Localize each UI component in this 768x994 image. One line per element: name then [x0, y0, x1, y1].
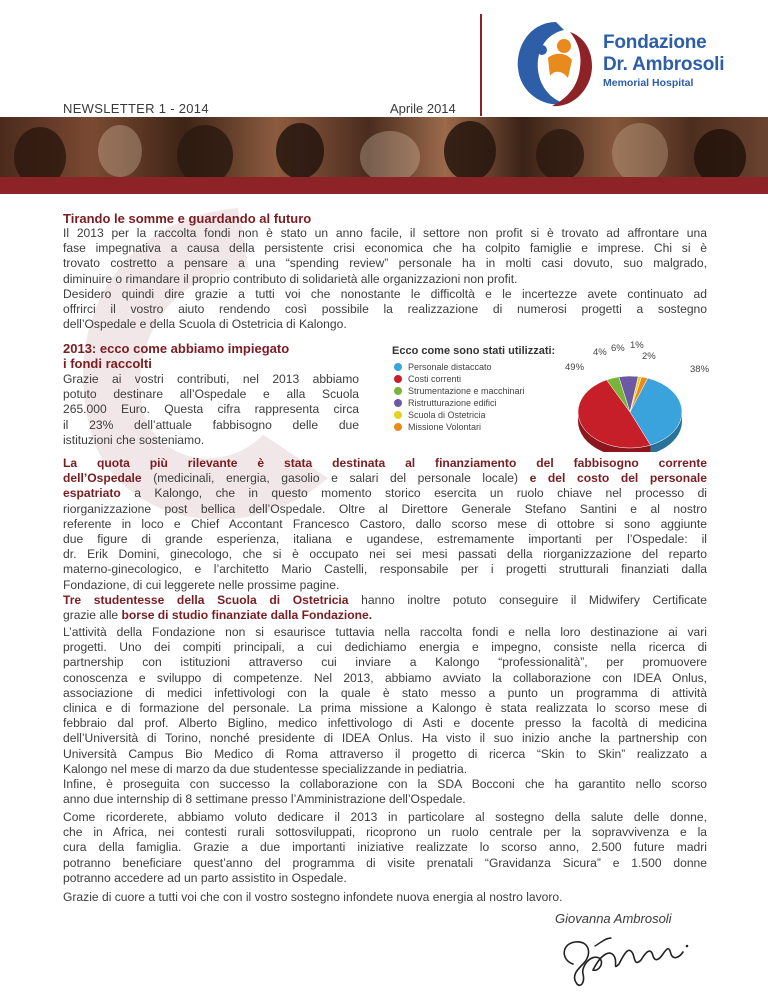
- pie-data-label: 6%: [611, 343, 625, 354]
- legend-item: [394, 421, 525, 433]
- legend-swatch-icon: [394, 363, 402, 371]
- closing-line: Grazie di cuore a tutti voi che con il vostro sostegno infondete nuova energia al nostro lavoro.: [63, 890, 563, 904]
- pie-data-label: 2%: [642, 351, 656, 362]
- handwritten-signature: [555, 924, 705, 990]
- legend-label: Personale distaccato: [408, 362, 492, 372]
- photo-banner: [0, 117, 768, 177]
- header-divider: [480, 14, 482, 116]
- logo-line-2: Dr. Ambrosoli: [603, 54, 725, 75]
- para-women-health: Come ricorderete, abbiamo voluto dedicare il 2013 in particolare al sostegno della salute delle donne, che in Africa, nei contesti rurali sottosviluppati, ricoprono un ruolo centrale per la sopravvivenza e la cura della famiglia. Grazie a due importanti iniziative realizzate lo scorso anno, 2.500 future madri potranno beneficiare quest’anno del programma di visite prenatali “Gravidanza Sicura” e 1.500 donne potranno accedere ad un parto assistito in Ospedale.: [63, 810, 707, 885]
- legend-label: Missione Volontari: [408, 422, 482, 432]
- legend-swatch-icon: [394, 387, 402, 395]
- intro-text: Il 2013 per la raccolta fondi non è stato un anno facile, il settore non profit si è trovato ad affrontare una fase impegnativa a causa della persistente crisi economica che ha colpito famiglie e imprese. Chi si è trovato costretto a pensare a una “spending review” personale ha in molti casi dovuto, suo malgrado, diminuire o rimandare il proprio contributo di solidarietà alle organizzazioni non profit. Desidero quindi dire grazie a tutti voi che nonostante le difficoltà e le incertezze avete continuato ad offrirci il vostro aiuto rendendo così possibile la realizzazione di numerosi progetti a sostegno dell’Ospedale e della Scuola di Ostetricia di Kalongo.: [63, 226, 707, 332]
- logo-line-1: Fondazione: [603, 32, 707, 53]
- chart-legend: [394, 361, 525, 433]
- legend-item: [394, 409, 525, 421]
- signature-name: Giovanna Ambrosoli: [555, 911, 672, 926]
- banner-photos: [0, 117, 768, 177]
- pie-data-label: 4%: [593, 347, 607, 358]
- issue-date: Aprile 2014: [390, 101, 456, 116]
- pie-data-label: 49%: [565, 362, 585, 373]
- pie-data-label: 38%: [690, 364, 710, 375]
- legend-label: Costi correnti: [408, 374, 462, 384]
- legend-item: [394, 397, 525, 409]
- legend-label: Ristrutturazione edifici: [408, 398, 497, 408]
- legend-swatch-icon: [394, 399, 402, 407]
- funds-text: Grazie ai vostri contributi, nel 2013 abbiamo potuto destinare all’Ospedale e alla Scuola 265.000 Euro. Questa cifra rappresenta circa il 23% dell’attuale fabbisogno delle due istituzioni che sosteniamo.: [63, 372, 359, 447]
- banner-red-bar: [0, 177, 768, 194]
- foundation-logo-icon: [512, 18, 596, 110]
- logo-line-3: Memorial Hospital: [603, 77, 694, 89]
- funds-heading-2: i fondi raccolti: [63, 356, 152, 371]
- chart-title: Ecco come sono stati utilizzati:: [392, 345, 556, 357]
- funds-pie-chart: [380, 340, 710, 452]
- legend-swatch-icon: [394, 375, 402, 383]
- intro-heading: Tirando le somme e guardando al futuro: [63, 211, 312, 226]
- para-funding: La quota più rilevante è stata destinata al finanziamento del fabbisogno corrente dell’Ospedale (medicinali, energia, gasolio e salari del personale locale) e del costo del personale espatriato a Kalongo, che in questo momento storico esercita un ruolo chiave nel processo di riorganizzazione post bellica dell’Ospedale. Oltre al Direttore Generale Stefano Santini e al nostro referente in loco e Chief Accontant Francesco Castoro, dallo scorso mese di ottobre si sono aggiunte due figure di grande esperienza, italiana e ugandese, estremamente importanti per l’Ospedale: il dr. Erik Domini, ginecologo, che si è occupato nei sei mesi passati della riorganizzazione del reparto materno-ginecologico, e l’architetto Mario Castelli, responsabile per i progetti strutturali finanziati dalla Fondazione, di cui leggerete nelle prossime pagine. Tre studentesse della Scuola di Ostetricia hanno inoltre potuto conseguire il Midwifery Certificate grazie alle borse di studio finanziate dalla Fondazione.: [63, 456, 708, 623]
- legend-item: [394, 373, 525, 385]
- legend-label: Strumentazione e macchinari: [408, 386, 525, 396]
- legend-item: [394, 385, 525, 397]
- pie-data-label: 1%: [630, 340, 644, 351]
- legend-label: Scuola di Ostetricia: [408, 410, 486, 420]
- newsletter-label: NEWSLETTER 1 - 2014: [63, 101, 209, 116]
- para-partnerships: L’attività della Fondazione non si esaurisce tuttavia nella raccolta fondi e nella loro destinazione ai vari progetti. Uno dei compiti principali, a cui dedichiamo energia e impegno, consiste nella ricerca di partnership con istituzioni attraverso cui inviare a Kalongo “professionalità”, per promuovere conoscenza e sviluppo di competenze. Nel 2013, abbiamo avviato la collaborazione con IDEA Onlus, associazione di medici infettivologi con la quale è stato messo a punto un programma di attività clinica e di formazione del personale. La prima missione a Kalongo è stata realizzata lo scorso mese di febbraio dal prof. Alberto Biglino, medico infettivologo di Asti e docente presso la facoltà di medicina dell’Università di Torino, nonché presidente di IDEA Onlus. Ha visto il suo inizio anche la partnership con Università Campus Bio Medico di Roma attraverso il progetto di ricerca “Skin to Skin” realizzato a Kalongo nel mese di marzo da due studentesse specializzande in pediatria. Infine, è proseguita con successo la collaborazione con la SDA Bocconi che ha garantito nello scorso anno due internship di 8 settimane presso l’Amministrazione dell’Ospedale.: [63, 625, 707, 807]
- legend-swatch-icon: [394, 423, 402, 431]
- legend-item: [394, 361, 525, 373]
- legend-swatch-icon: [394, 411, 402, 419]
- funds-heading-1: 2013: ecco come abbiamo impiegato: [63, 341, 290, 356]
